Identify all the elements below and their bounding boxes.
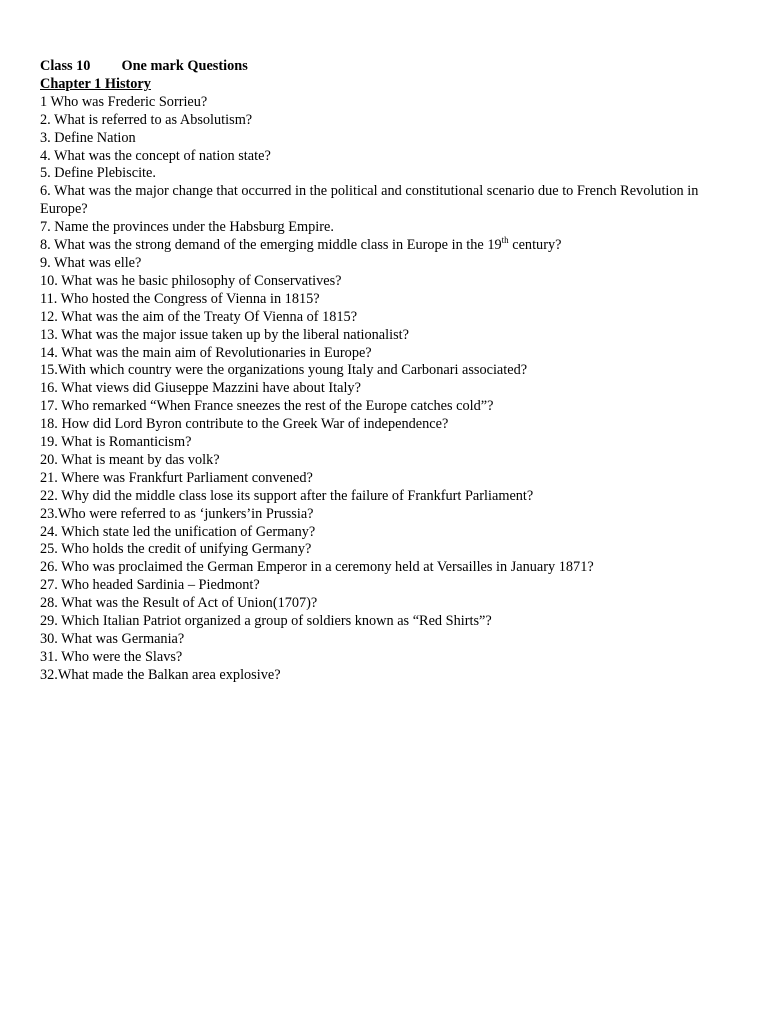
question-item: 23.Who were referred to as ‘junkers’in Prussia? [40,505,314,522]
question-item: 7. Name the provinces under the Habsburg Empire. [40,219,334,236]
question-text: century? [508,237,562,254]
question-item: 4. What was the concept of nation state? [40,147,271,164]
question-item: 11. Who hosted the Congress of Vienna in 1815? [40,290,320,307]
question-item: 16. What views did Giuseppe Mazzini have about Italy? [40,380,361,397]
question-item: 25. Who holds the credit of unifying Germany? [40,541,312,558]
document-page [40,58,740,685]
question-item: 27. Who headed Sardinia – Piedmont? [40,577,260,594]
question-item: 20. What is meant by das volk? [40,451,220,468]
question-item: 14. What was the main aim of Revolutionaries in Europe? [40,344,372,361]
chapter-heading: Chapter 1 History [40,75,151,92]
question-item: 22. Why did the middle class lose its support after the failure of Frankfurt Parliament? [40,487,534,504]
question-text: 8. What was the strong demand of the emerging middle class in Europe in the 19 [40,237,502,254]
question-item: 6. What was the major change that occurred in the political and constitutional scenario due to French Revolution in Europe? [40,183,699,218]
question-item: 18. How did Lord Byron contribute to the Greek War of independence? [40,416,449,433]
question-item: 5. Define Plebiscite. [40,165,156,182]
question-list [40,94,740,685]
question-item: 19. What is Romanticism? [40,434,192,451]
ordinal-superscript: th [501,235,509,246]
question-item: 9. What was elle? [40,254,142,271]
question-item: 29. Which Italian Patriot organized a group of soldiers known as “Red Shirts”? [40,613,492,630]
question-item: 1 Who was Frederic Sorrieu? [40,93,208,110]
question-item: 12. What was the aim of the Treaty Of Vienna of 1815? [40,308,358,325]
document-header [40,58,740,76]
question-item: 30. What was Germania? [40,631,185,647]
document-title: One mark Questions [121,58,248,74]
question-item: 10. What was he basic philosophy of Conservatives? [40,272,342,289]
question-item: 31. Who were the Slavs? [40,648,183,665]
question-item: 2. What is referred to as Absolutism? [40,111,253,128]
question-item: 32.What made the Balkan area explosive? [40,666,281,683]
question-item: 17. Who remarked “When France sneezes the rest of the Europe catches cold”? [40,398,494,415]
question-item: 28. What was the Result of Act of Union(1707)? [40,595,318,612]
question-item: 26. Who was proclaimed the German Emperor in a ceremony held at Versailles in January 1871? [40,559,594,576]
question-item: 13. What was the major issue taken up by the liberal nationalist? [40,326,409,343]
question-item: 15.With which country were the organizations young Italy and Carbonari associated? [40,362,528,379]
question-item: 21. Where was Frankfurt Parliament convened? [40,469,313,486]
class-label: Class 10 [40,58,91,74]
question-item: 24. Which state led the unification of Germany? [40,523,316,540]
question-item [40,237,740,255]
question-item: 3. Define Nation [40,129,136,146]
